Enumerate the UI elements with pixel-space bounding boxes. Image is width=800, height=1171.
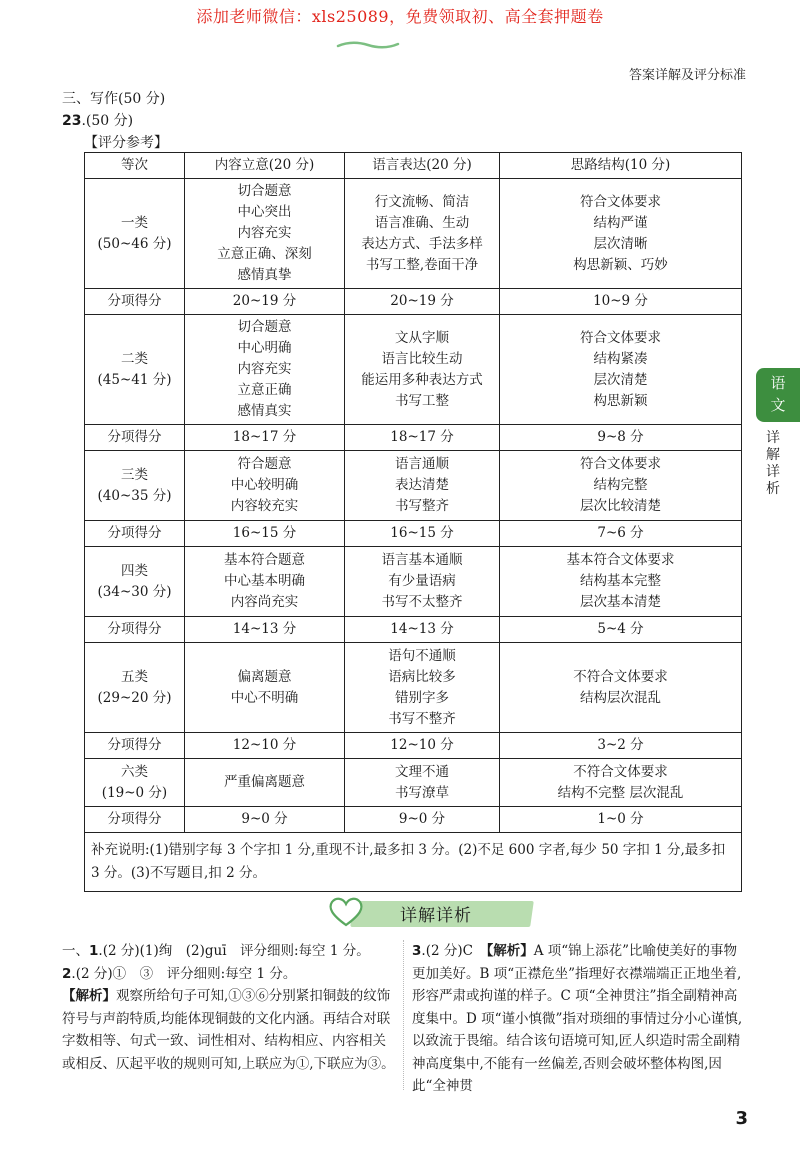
language-cell-line: 语句不通顺 <box>388 647 456 664</box>
header-wave-ornament <box>336 40 400 50</box>
language-cell-line: 有少量语病 <box>388 573 456 589</box>
structure-cell <box>500 315 742 425</box>
header-content: 内容立意(20 分) <box>185 153 345 179</box>
content-cell-line: 立意正确 <box>237 382 292 398</box>
grade-cell <box>85 759 185 807</box>
content-cell-line: 中心基本明确 <box>224 573 305 589</box>
grade-cell-line: (19~0 分) <box>101 784 168 801</box>
structure-cell-line: 层次清楚 <box>593 371 648 388</box>
side-vertical-char: 解 <box>766 447 780 463</box>
grade-cell-line: (34~30 分) <box>97 583 172 600</box>
language-cell-line: 表达清楚 <box>395 477 449 493</box>
score-value: 7~6 分 <box>500 521 742 547</box>
content-cell <box>185 643 345 733</box>
subject-tab-char: 语 <box>770 374 786 392</box>
language-cell-line: 语言比较生动 <box>381 350 463 367</box>
score-value: 16~15 分 <box>345 521 500 547</box>
content-cell-line: 基本符合题意 <box>224 552 305 568</box>
question-23-heading <box>62 110 133 130</box>
language-cell-line: 文理不通 <box>395 763 449 780</box>
banner-title: 详解详析 <box>400 906 472 926</box>
score-value: 20~19 分 <box>345 289 500 315</box>
language-cell-line: 表达方式、手法多样 <box>361 235 483 252</box>
score-row <box>85 521 742 547</box>
score-row <box>85 425 742 451</box>
content-cell-line: 立意正确、深刻 <box>217 246 312 262</box>
answer-q2 <box>62 963 396 986</box>
structure-cell <box>500 179 742 289</box>
language-cell-line: 语言通顺 <box>395 456 449 472</box>
structure-cell-line: 基本符合文体要求 <box>566 552 675 568</box>
q2-answer: .(2 分)① ③ 评分细则:每空 1 分。 <box>71 965 297 982</box>
content-cell-line: 中心突出 <box>237 204 292 220</box>
grade-cell-line: 六类 <box>121 763 148 780</box>
side-vertical-char: 详 <box>766 430 780 446</box>
grade-cell <box>85 451 185 521</box>
structure-cell-line: 层次比较清楚 <box>580 498 661 514</box>
heart-icon <box>326 895 366 929</box>
q1-answer: .(2 分)(1)绚 (2)guī 评分细则:每空 1 分。 <box>98 943 370 959</box>
page-number: 3 <box>735 1108 748 1129</box>
score-row <box>85 617 742 643</box>
content-cell-line: 中心较明确 <box>230 477 299 493</box>
language-cell <box>345 547 500 617</box>
content-cell-line: 严重偏离题意 <box>224 774 305 790</box>
language-cell-line: 书写工整 <box>395 392 449 409</box>
structure-cell-line: 构思新颖、巧妙 <box>573 256 668 273</box>
score-value: 16~15 分 <box>185 521 345 547</box>
scoring-rubric-table <box>84 152 742 892</box>
language-cell-line: 错别字多 <box>395 689 449 706</box>
score-label: 分项得分 <box>85 521 185 547</box>
language-cell-line: 行文流畅、简洁 <box>374 193 470 210</box>
rubric-grade-row <box>85 179 742 289</box>
content-cell <box>185 759 345 807</box>
score-value: 3~2 分 <box>500 733 742 759</box>
content-cell-line: 切合题意 <box>237 319 292 335</box>
rubric-body <box>85 179 742 833</box>
score-label: 分项得分 <box>85 289 185 315</box>
structure-cell-line: 层次基本清楚 <box>580 594 661 610</box>
language-cell-line: 能运用多种表达方式 <box>361 371 483 388</box>
side-vertical-char: 详 <box>766 464 780 480</box>
language-cell <box>345 759 500 807</box>
rubric-grade-row <box>85 547 742 617</box>
language-cell-line: 书写整齐 <box>395 498 449 514</box>
score-label: 分项得分 <box>85 425 185 451</box>
structure-cell <box>500 643 742 733</box>
score-label: 分项得分 <box>85 733 185 759</box>
structure-cell <box>500 547 742 617</box>
content-cell-line: 切合题意 <box>237 183 292 199</box>
score-value: 9~0 分 <box>185 807 345 833</box>
structure-cell-line: 结构不完整 层次混乱 <box>557 784 684 801</box>
language-cell-line: 语病比较多 <box>388 668 456 685</box>
language-cell-line: 语言基本通顺 <box>381 552 463 568</box>
reference-label: 【评分参考】 <box>84 135 168 151</box>
header-language: 语言表达(20 分) <box>345 153 500 179</box>
content-cell-line: 感情真实 <box>237 403 292 419</box>
structure-cell-line: 符合文体要求 <box>580 193 661 210</box>
structure-cell-line: 结构基本完整 <box>580 573 661 589</box>
rubric-header-row <box>85 153 742 179</box>
score-value: 14~13 分 <box>345 617 500 643</box>
q1-number: 1 <box>89 943 99 959</box>
q2-analysis-text: 观察所给句子可知,①③⑥分别紧扣铜鼓的纹饰符号与声韵特质,均能体现铜鼓的文化内涵。再结合对联字数相等、句式一致、词性相对、结构相应、内容相关或相反、仄起平收的规则可知,上联应为①,下联应为③。 <box>62 988 395 1072</box>
structure-cell-line: 符合文体要求 <box>580 456 661 472</box>
content-cell <box>185 451 345 521</box>
header-grade: 等次 <box>85 153 185 179</box>
language-cell <box>345 179 500 289</box>
column-divider <box>403 940 404 1090</box>
subject-tab-char: 文 <box>770 396 786 414</box>
grade-cell <box>85 179 185 289</box>
language-cell <box>345 315 500 425</box>
language-cell <box>345 643 500 733</box>
language-cell <box>345 451 500 521</box>
structure-cell-line: 不符合文体要求 <box>573 763 668 780</box>
structure-cell-line: 结构层次混乱 <box>580 689 661 706</box>
grade-cell-line: 三类 <box>121 466 148 483</box>
section-banner <box>326 895 536 929</box>
rubric-grade-row <box>85 315 742 425</box>
grade-cell-line: 一类 <box>121 214 148 231</box>
q2-analysis <box>62 985 396 1075</box>
q2-number: 2 <box>62 965 72 982</box>
q3-analysis-text: A 项“锦上添花”比喻使美好的事物更加美好。B 项“正襟危坐”指理好衣襟端端正正地坐着,形容严肃或拘谨的样子。C 项“全神贯注”指全副精神高度集中。D 项“谨小慎微”指对琐细的事情过分小心谨慎,以致流于畏缩。结合该句语境可知,匠人织造时需全副精神高度集中,不能有一丝偏差,否则会破坏整体构图,因此“全神贯 <box>412 943 743 1094</box>
language-cell-line: 书写潦草 <box>395 784 449 801</box>
score-value: 20~19 分 <box>185 289 345 315</box>
content-cell <box>185 547 345 617</box>
rubric-grade-row <box>85 451 742 521</box>
score-value: 12~10 分 <box>345 733 500 759</box>
content-cell <box>185 179 345 289</box>
rubric-note-row <box>85 833 742 892</box>
score-value: 14~13 分 <box>185 617 345 643</box>
score-label: 分项得分 <box>85 807 185 833</box>
rubric-grade-row <box>85 759 742 807</box>
score-value: 12~10 分 <box>185 733 345 759</box>
grade-cell-line: (29~20 分) <box>97 689 172 706</box>
section-title: 三、写作(50 分) <box>62 91 166 107</box>
question-score: .(50 分) <box>81 113 134 129</box>
grade-cell <box>85 643 185 733</box>
score-label: 分项得分 <box>85 617 185 643</box>
content-cell-line: 感情真挚 <box>237 267 292 283</box>
language-cell-line: 语言准确、生动 <box>374 214 470 231</box>
q3-number: 3 <box>412 943 422 959</box>
answer-q3 <box>412 940 746 1098</box>
content-cell-line: 内容充实 <box>237 361 292 377</box>
structure-cell-line: 符合文体要求 <box>580 329 661 346</box>
answer-q1 <box>62 940 396 963</box>
answers-right-column <box>412 940 746 1098</box>
answers-left-column <box>62 940 396 1075</box>
score-value: 9~0 分 <box>345 807 500 833</box>
score-value: 1~0 分 <box>500 807 742 833</box>
supplementary-note: 补充说明:(1)错别字每 3 个字扣 1 分,重现不计,最多扣 3 分。(2)不足 600 字者,每少 50 字扣 1 分,最多扣 3 分。(3)不写题目,扣 2 分。 <box>85 833 742 892</box>
question-number: 23 <box>62 113 82 129</box>
grade-cell-line: 五类 <box>121 668 148 685</box>
structure-cell <box>500 451 742 521</box>
side-vertical-label <box>764 430 782 498</box>
content-cell-line: 中心明确 <box>237 340 292 356</box>
side-vertical-char: 析 <box>766 481 780 497</box>
structure-cell-line: 结构严谨 <box>593 214 648 231</box>
grade-cell-line: 四类 <box>121 562 148 579</box>
structure-cell-line: 不符合文体要求 <box>573 668 668 685</box>
score-value: 5~4 分 <box>500 617 742 643</box>
analysis-label: 【解析】 <box>62 988 116 1004</box>
score-row <box>85 289 742 315</box>
content-cell-line: 内容充实 <box>237 225 292 241</box>
grade-cell <box>85 315 185 425</box>
score-value: 18~17 分 <box>345 425 500 451</box>
language-cell-line: 文从字顺 <box>395 329 449 346</box>
score-value: 18~17 分 <box>185 425 345 451</box>
language-cell-line: 书写不整齐 <box>388 710 456 727</box>
content-cell-line: 偏离题意 <box>237 668 292 685</box>
score-value: 9~8 分 <box>500 425 742 451</box>
language-cell-line: 书写工整,卷面干净 <box>365 256 479 273</box>
part-prefix: 一、 <box>62 943 89 959</box>
content-cell-line: 内容尚充实 <box>230 594 299 610</box>
content-cell-line: 中心不明确 <box>230 689 299 706</box>
subject-tab <box>756 368 800 422</box>
grade-cell-line: (45~41 分) <box>97 371 172 388</box>
content-cell <box>185 315 345 425</box>
grade-cell-line: 二类 <box>121 350 148 367</box>
score-value: 10~9 分 <box>500 289 742 315</box>
structure-cell-line: 构思新颖 <box>593 392 648 409</box>
content-cell-line: 内容较充实 <box>230 498 299 514</box>
structure-cell-line: 结构紧凑 <box>593 350 648 367</box>
grade-cell <box>85 547 185 617</box>
analysis-label: 【解析】 <box>486 943 534 959</box>
rubric-grade-row <box>85 643 742 733</box>
grade-cell-line: (40~35 分) <box>97 487 172 504</box>
structure-cell <box>500 759 742 807</box>
header-structure: 思路结构(10 分) <box>500 153 742 179</box>
structure-cell-line: 层次清晰 <box>593 235 648 252</box>
q3-answer: .(2 分)C <box>421 943 487 959</box>
score-row <box>85 733 742 759</box>
score-row <box>85 807 742 833</box>
grade-cell-line: (50~46 分) <box>97 235 172 252</box>
language-cell-line: 书写不太整齐 <box>381 594 463 610</box>
structure-cell-line: 结构完整 <box>593 477 648 493</box>
content-cell-line: 符合题意 <box>237 456 292 472</box>
page-header-title: 答案详解及评分标准 <box>628 68 746 83</box>
watermark-text: 添加老师微信：xls25089，免费领取初、高全套押题卷 <box>196 7 604 26</box>
